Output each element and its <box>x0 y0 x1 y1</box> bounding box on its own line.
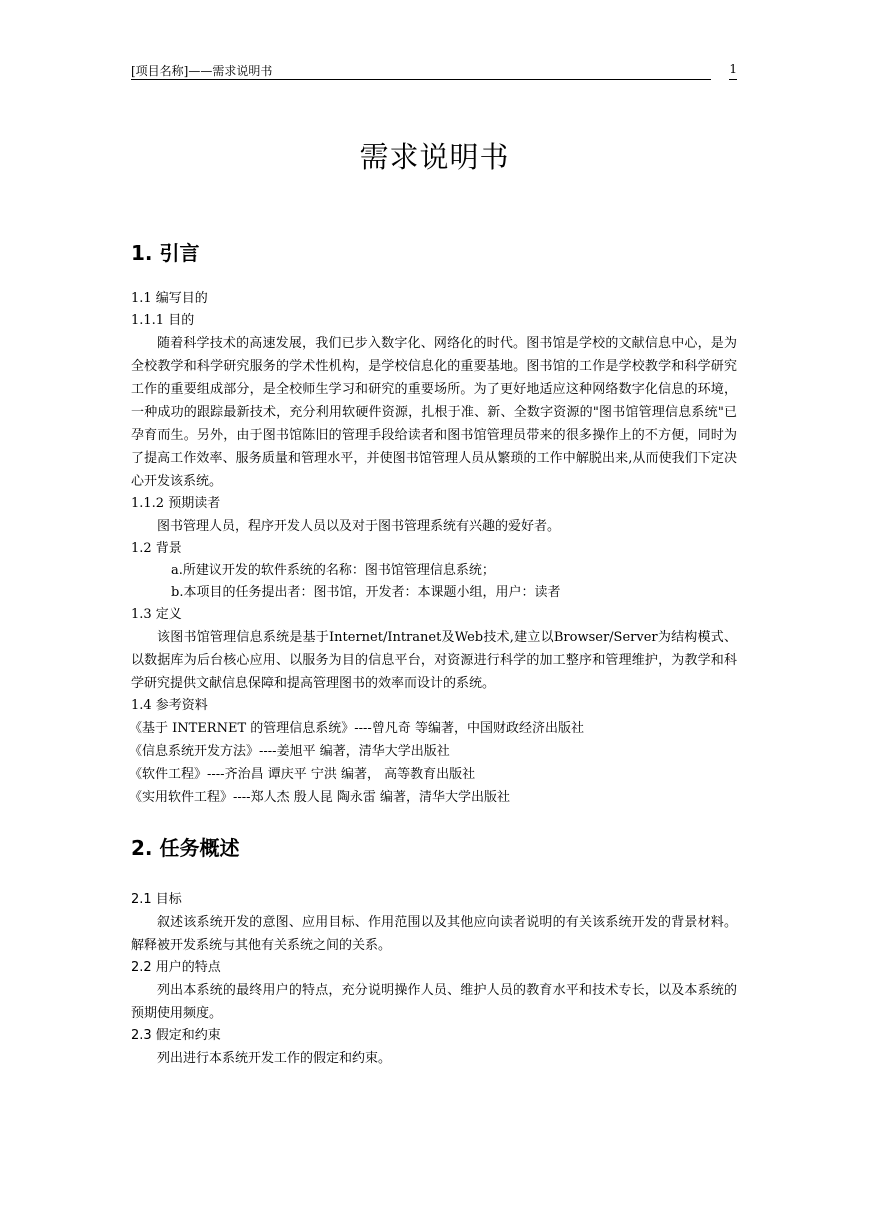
goal-paragraph: 叙述该系统开发的意图、应用目标、作用范围以及其他应向读者说明的有关该系统开发的背景材料。解释被开发系统与其他有关系统之间的关系。 <box>131 915 737 953</box>
reference-item: 《实用软件工程》----郑人杰 殷人昆 陶永雷 编著，清华大学出版社 <box>129 790 510 805</box>
subsection-2-1-heading: 2.1 目标 <box>131 892 182 907</box>
reference-item: 《信息系统开发方法》----姜旭平 编著，清华大学出版社 <box>129 744 450 759</box>
section-2-heading: 2. 任务概述 <box>131 836 240 860</box>
subsection-1-1-heading: 1.1 编写目的 <box>131 291 208 306</box>
header-rule <box>131 79 711 80</box>
background-item-a: a.所建议开发的软件系统的名称：图书馆管理信息系统； <box>171 563 495 578</box>
reference-item: 《软件工程》----齐治昌 谭庆平 宁洪 编著， 高等教育出版社 <box>129 767 476 782</box>
purpose-paragraph: 随着科学技术的高速发展，我们已步入数字化、网络化的时代。图书馆是学校的文献信息中心，是为全校教学和科学研究服务的学术性机构，是学校信息化的重要基地。图书馆的工作是学校教学和科学研究工作的重要组成部分，是全校师生学习和研究的重要场所。为了更好地适应这种网络数字化信息的环境，一种成功的跟踪最新技术，充分利用软硬件资源，扎根于准、新、全数字资源的"图书馆管理信息系统"已孕育而生。另外，由于图书馆陈旧的管理手段给读者和图书馆管理员带来的很多操作上的不方便，同时为了提高工作效率、服务质量和管理水平，并使图书馆管理人员从繁琐的工作中解脱出来,从而使我们下定决心开发该系统。 <box>131 336 737 489</box>
document-body <box>131 232 737 1070</box>
document-title: 需求说明书 <box>359 140 510 174</box>
section-1-heading: 1. 引言 <box>131 241 200 265</box>
subsection-2-2-heading: 2.2 用户的特点 <box>131 960 221 975</box>
header-page-number: 1 <box>729 62 737 76</box>
header-title: [项目名称]——需求说明书 <box>131 64 273 78</box>
page-header <box>131 62 737 82</box>
background-item-b: b.本项目的任务提出者：图书馆，开发者：本课题小组，用户：读者 <box>171 585 561 600</box>
subsection-1-2-heading: 1.2 背景 <box>131 541 182 556</box>
readers-paragraph: 图书管理人员，程序开发人员以及对于图书管理系统有兴趣的爱好者。 <box>157 519 561 534</box>
users-paragraph: 列出本系统的最终用户的特点，充分说明操作人员、维护人员的教育水平和技术专长，以及本系统的预期使用频度。 <box>131 983 737 1021</box>
subsection-2-3-heading: 2.3 假定和约束 <box>131 1028 221 1043</box>
page-number-underline <box>729 79 737 80</box>
subsection-1-1-2-heading: 1.1.2 预期读者 <box>131 496 221 511</box>
subsection-1-1-1-heading: 1.1.1 目的 <box>131 313 195 328</box>
subsection-1-3-heading: 1.3 定义 <box>131 607 182 622</box>
definition-paragraph: 该图书馆管理信息系统是基于Internet/Intranet及Web技术,建立以Browser/Server为结构模式、以数据库为后台核心应用、以服务为目的信息平台，对资源进行科学的加工整序和管理维护，为教学和科学研究提供文献信息保障和提高管理图书的效率而设计的系统。 <box>131 630 737 691</box>
constraints-paragraph: 列出进行本系统开发工作的假定和约束。 <box>157 1051 392 1066</box>
reference-item: 《基于 INTERNET 的管理信息系统》----曾凡奇 等编著，中国财政经济出版社 <box>129 721 584 736</box>
subsection-1-4-heading: 1.4 参考资料 <box>131 698 208 713</box>
